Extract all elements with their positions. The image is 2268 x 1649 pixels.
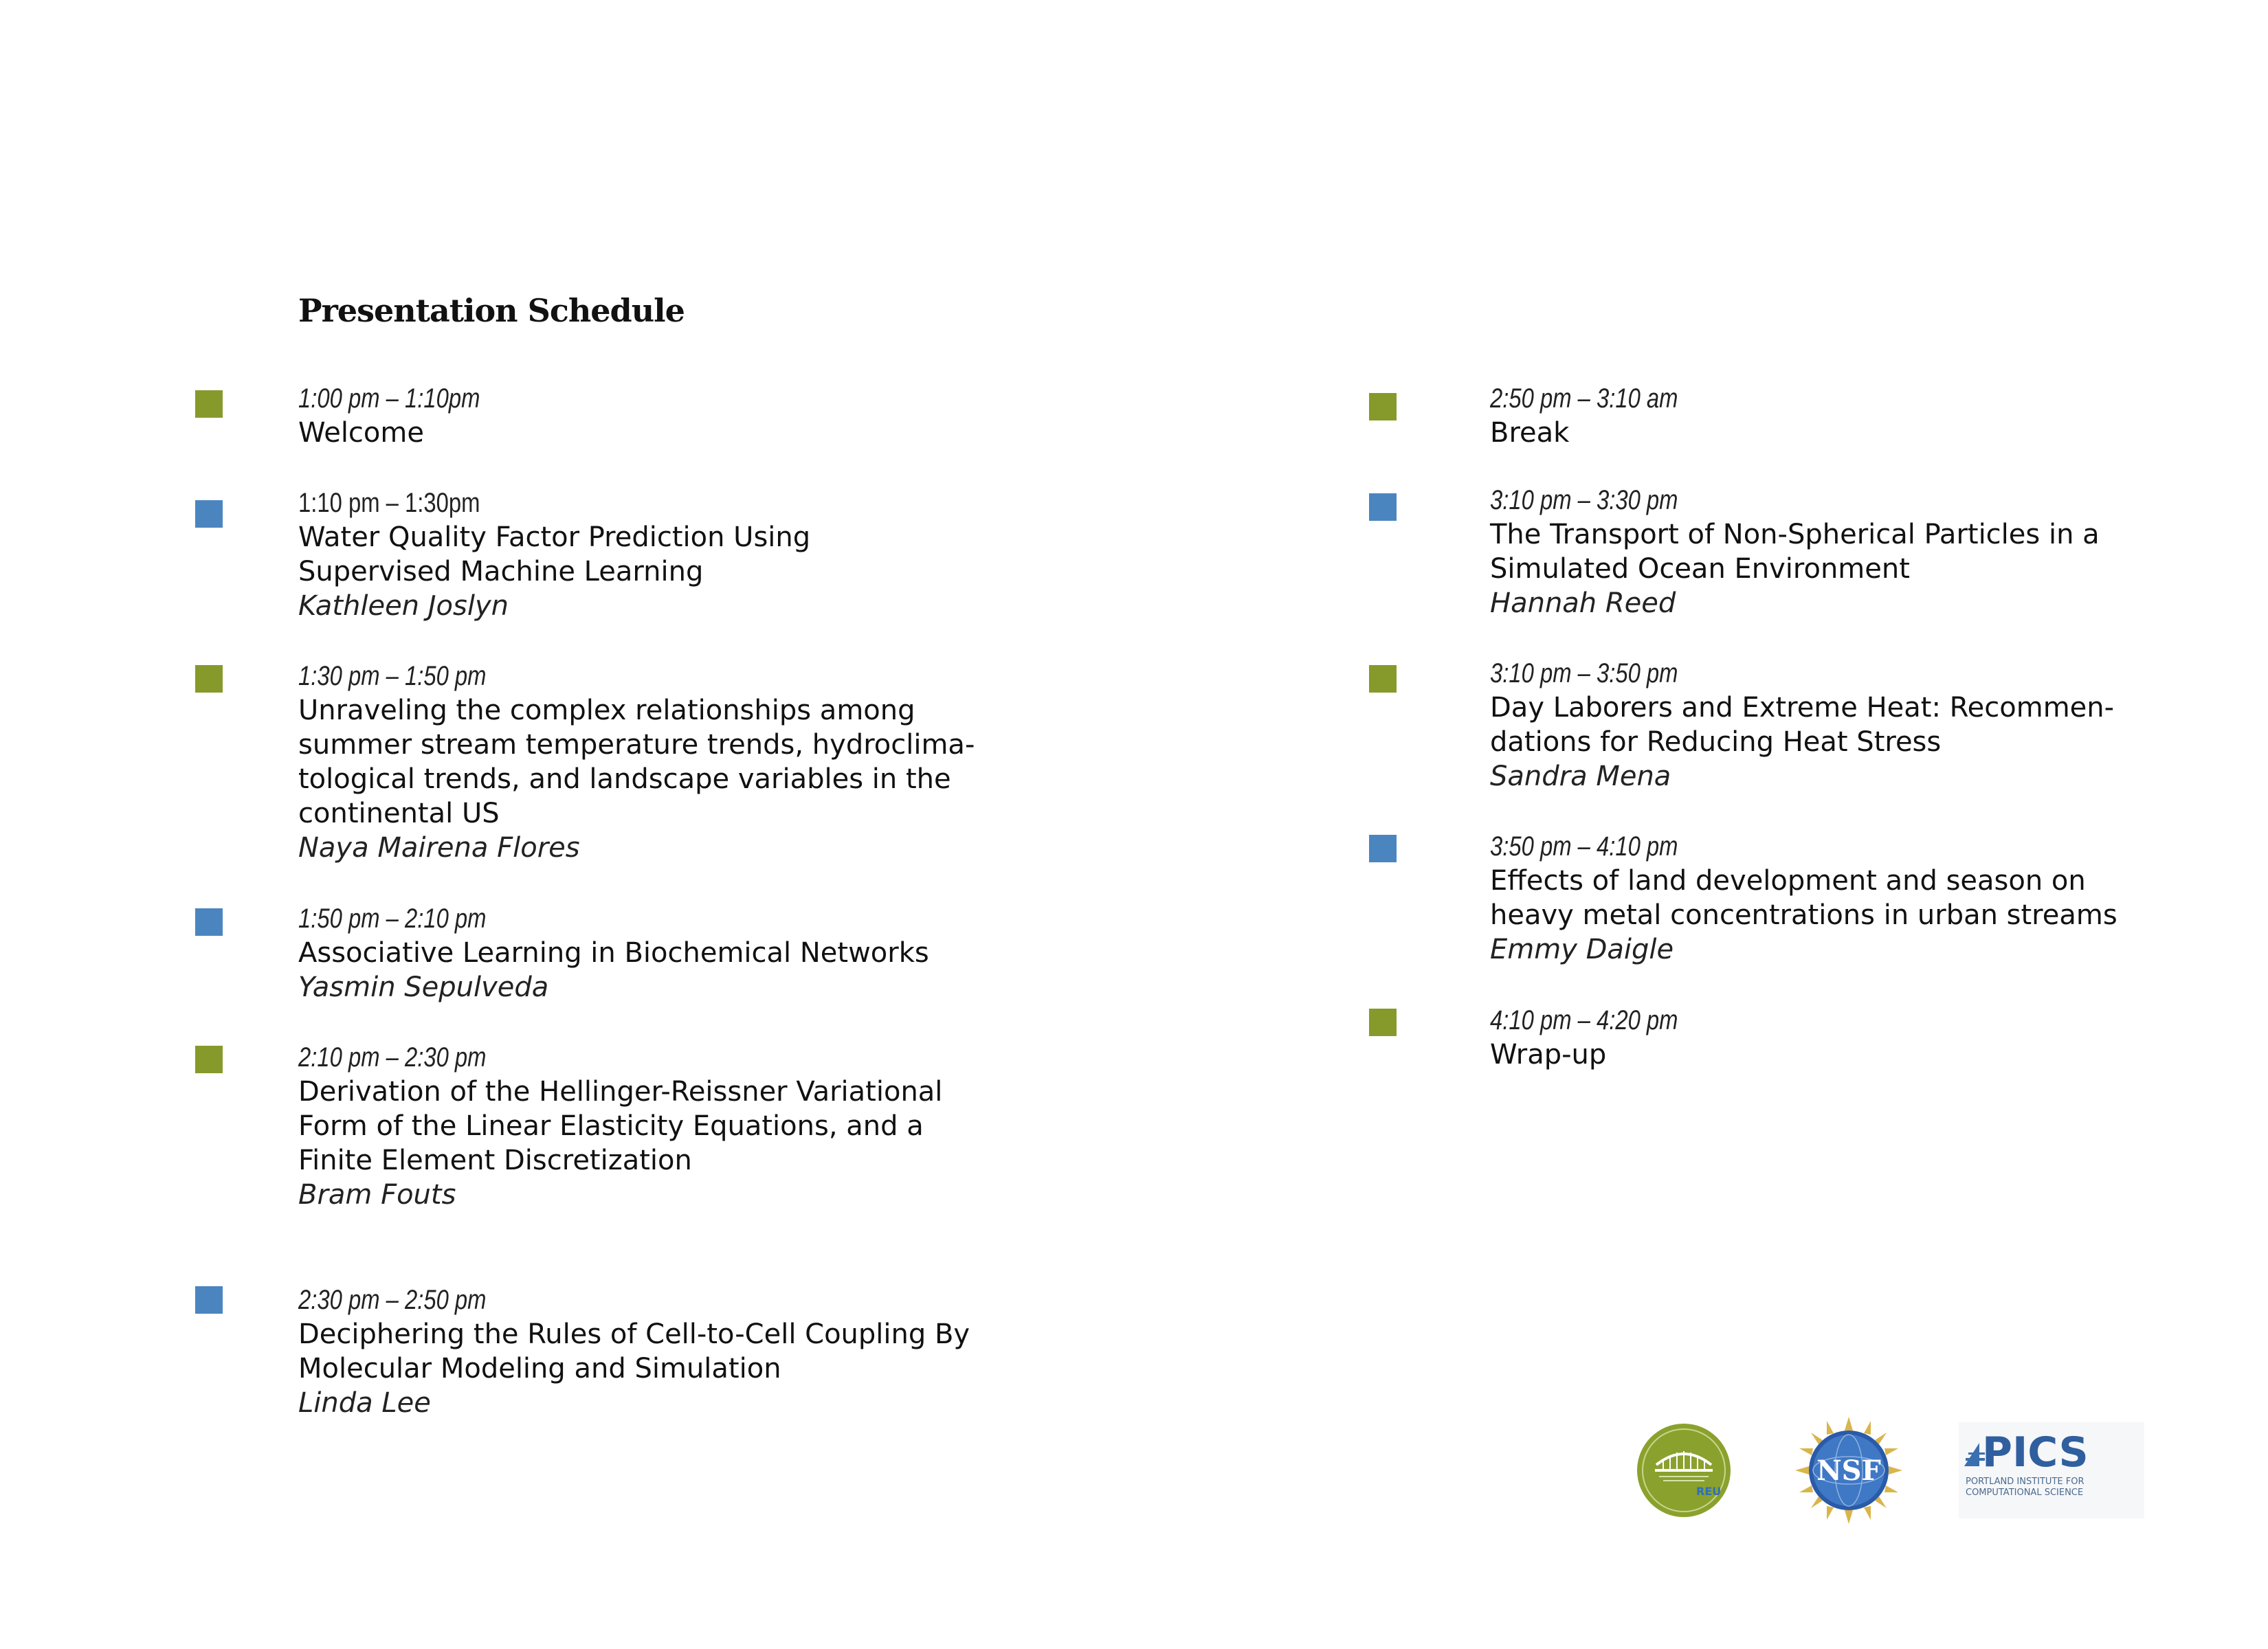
green-square-marker [195,665,223,693]
schedule-item [298,659,1054,865]
schedule-item [1490,656,2246,794]
session-title: Welcome [298,417,424,449]
schedule-item [298,381,1054,450]
session-title: Effects of land development and season on heavy metal concentrations in urban streams [1490,865,2117,931]
session-title: Associative Learning in Biochemical Networks [298,937,929,969]
schedule-item [1490,381,2246,450]
sponsor-logos [1636,1402,2144,1532]
time-slot: 4:10 pm – 4:20 pm [1490,1005,1678,1035]
green-square-marker [1369,393,1397,420]
blue-square-marker [195,908,223,936]
nsf-logo [1794,1415,1904,1525]
presenter-name: Bram Fouts [298,1179,456,1211]
green-square-marker [1369,1009,1397,1036]
schedule-item [298,901,1054,1005]
time-slot: 1:50 pm – 2:10 pm [298,904,487,934]
page-title: Presentation Schedule [298,292,685,329]
presenter-name: Linda Lee [298,1387,431,1419]
blue-square-marker [195,500,223,528]
session-title: The Transport of Non-Spherical Particles in a Simulated Ocean Environment [1490,519,2100,585]
schedule-item [298,486,1054,623]
schedule-item [298,1283,1054,1420]
presenter-name: Hannah Reed [1490,587,1676,619]
reu-logo-text: REU [1696,1485,1722,1498]
session-title: Deciphering the Rules of Cell-to-Cell Coupling By Molecular Modeling and Simulation [298,1319,970,1384]
schedule-item [1490,1003,2246,1072]
session-title: Break [1490,417,1570,449]
time-slot: 2:50 pm – 3:10 am [1490,383,1678,414]
time-slot: 3:10 pm – 3:30 pm [1490,485,1678,515]
session-title: Unraveling the complex relationships among summer stream temperature trends, hydroclima- tological trends, and landscape variables in the continental US [298,695,975,829]
time-slot: 2:10 pm – 2:30 pm [298,1042,487,1073]
green-square-marker [1369,665,1397,693]
time-slot: 1:00 pm – 1:10pm [298,383,480,414]
session-title: Day Laborers and Extreme Heat: Recommen- dations for Reducing Heat Stress [1490,692,2115,758]
presenter-name: Naya Mairena Flores [298,832,580,864]
pics-logo [1959,1422,2144,1518]
time-slot: 3:10 pm – 3:50 pm [1490,658,1678,688]
presenter-name: Emmy Daigle [1490,934,1674,965]
schedule-item [1490,483,2246,620]
pics-subtext-2: COMPUTATIONAL SCIENCE [1966,1488,2084,1498]
presenter-name: Yasmin Sepulveda [298,972,549,1003]
session-title: Derivation of the Hellinger-Reissner Variational Form of the Linear Elasticity Equations, and a Finite Element Discretization [298,1076,943,1176]
time-slot: 2:30 pm – 2:50 pm [298,1285,487,1315]
schedule-item [298,1040,1054,1212]
blue-square-marker [1369,493,1397,521]
pics-subtext-1: PORTLAND INSTITUTE FOR [1966,1477,2084,1487]
session-title: Water Quality Factor Prediction Using Supervised Machine Learning [298,521,811,587]
time-slot: 3:50 pm – 4:10 pm [1490,831,1678,862]
presenter-name: Sandra Mena [1490,761,1671,792]
time-slot: 1:30 pm – 1:50 pm [298,661,487,691]
blue-square-marker [195,1286,223,1314]
pics-logo-text: PICS [1982,1428,2089,1477]
blue-square-marker [1369,835,1397,862]
reu-logo [1636,1422,1732,1518]
presenter-name: Kathleen Joslyn [298,590,509,622]
time-slot: 1:10 pm – 1:30pm [298,488,480,518]
green-square-marker [195,1046,223,1073]
schedule-item [1490,829,2246,967]
nsf-logo-text: NSF [1816,1455,1881,1487]
green-square-marker [195,390,223,418]
session-title: Wrap-up [1490,1039,1607,1070]
